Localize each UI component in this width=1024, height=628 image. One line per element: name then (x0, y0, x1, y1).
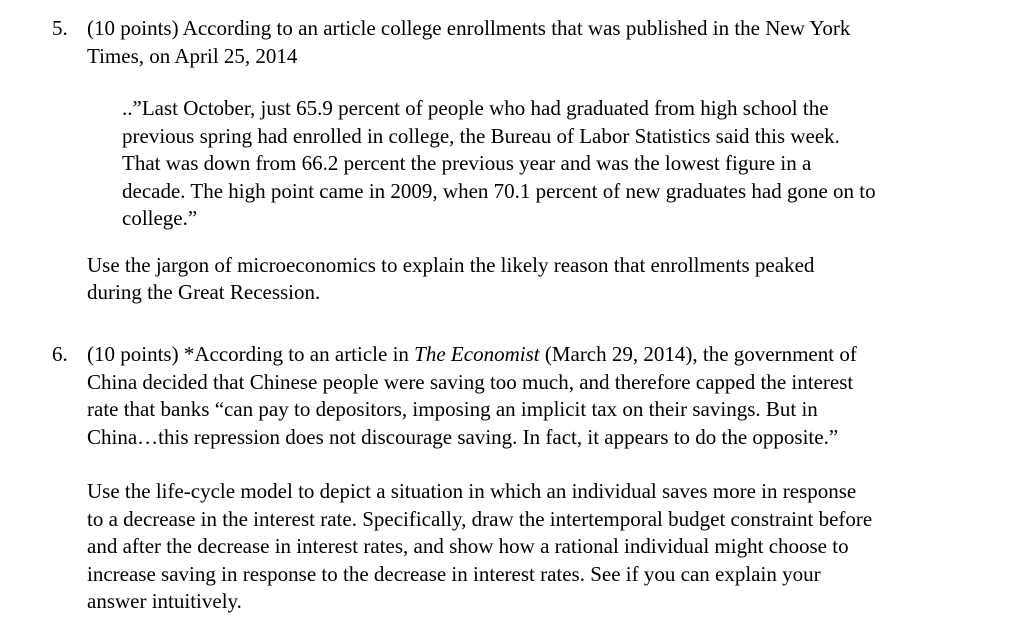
question-6-prompt (87, 478, 1002, 616)
prompt-line: to a decrease in the interest rate. Specifically, draw the intertemporal budget constraint before (87, 506, 873, 531)
prompt-line: Use the life-cycle model to depict a situation in which an individual saves more in response (87, 479, 857, 503)
quote-line: decade. The high point came in 2009, when 70.1 percent of new graduates had gone on to (122, 178, 876, 203)
quote-line: That was down from 66.2 percent the previous year and was the lowest figure in a (122, 151, 812, 175)
question-6-line: China…this repression does not discourage saving. In fact, it appears to do the opposite.” (87, 424, 839, 449)
question-6-line: rate that banks “can pay to depositors, imposing an implicit tax on their savings. But in (87, 397, 818, 421)
question-5 (52, 15, 1002, 307)
prompt-line: and after the decrease in interest rates, and show how a rational individual might choose to (87, 534, 849, 558)
quote-line: previous spring had enrolled in college, the Bureau of Labor Statistics said this week. (122, 123, 840, 148)
question-5-quote (122, 95, 992, 233)
prompt-line: answer intuitively. (87, 589, 242, 613)
prompt-line: during the Great Recession. (87, 280, 321, 304)
quote-line: ..”Last October, just 65.9 percent of people who had graduated from high school the (122, 96, 829, 120)
question-5-line: Times, on April 25, 2014 (87, 43, 298, 68)
question-6-line-1 (87, 341, 1002, 369)
prompt-line: Use the jargon of microeconomics to explain the likely reason that enrollments peaked (87, 252, 815, 277)
source-title: The Economist (414, 342, 540, 366)
question-6-text (87, 341, 1002, 451)
question-6 (52, 341, 1002, 616)
question-5-line: (10 points) According to an article college enrollments that was published in the New York (87, 16, 851, 40)
question-6-number: 6. (52, 342, 68, 366)
prompt-line: increase saving in response to the decrease in interest rates. See if you can explain your (87, 561, 821, 586)
question-6-line-1-post: (March 29, 2014), the government of (539, 342, 857, 366)
question-6-line-1-pre: (10 points) *According to an article in (87, 342, 415, 366)
question-5-number: 5. (52, 16, 68, 40)
question-5-text (87, 15, 1002, 70)
quote-line: college.” (122, 206, 198, 230)
question-6-line: China decided that Chinese people were saving too much, and therefore capped the interest (87, 369, 854, 394)
question-5-prompt (87, 252, 1002, 307)
